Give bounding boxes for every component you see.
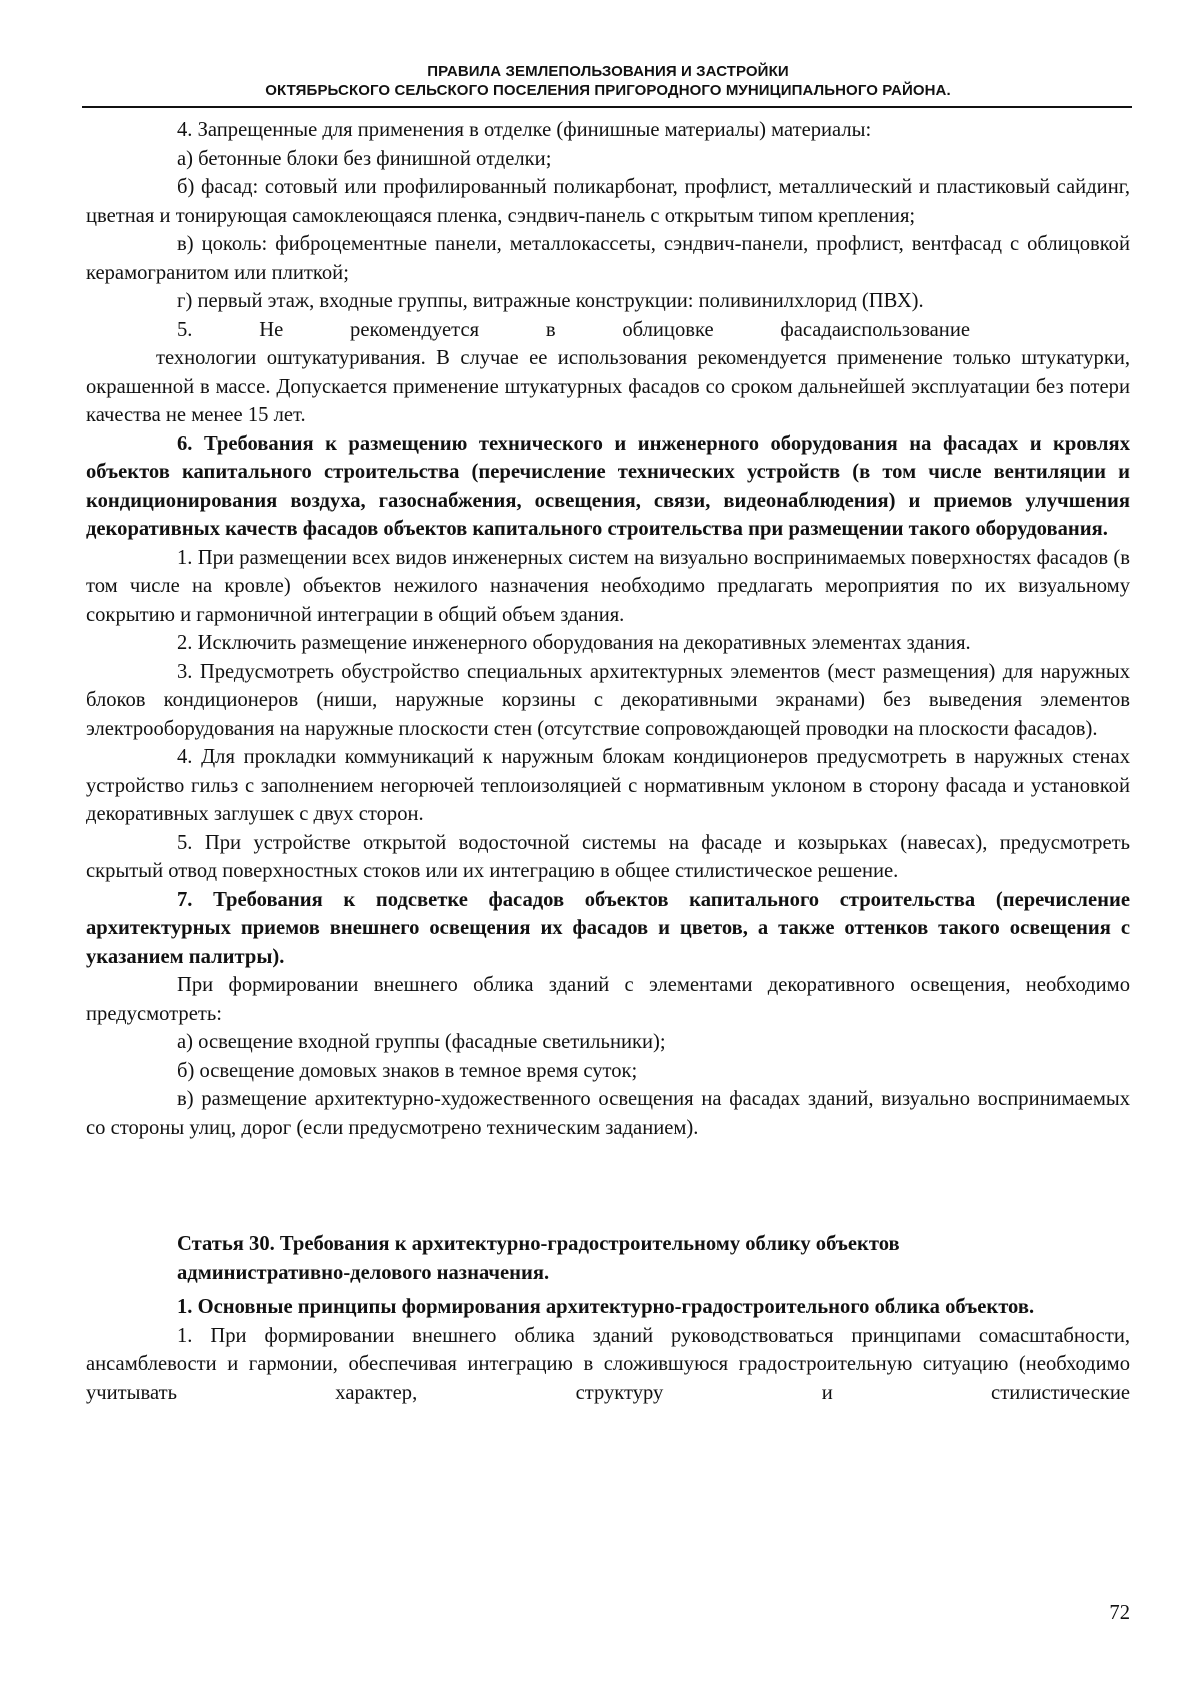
paragraph: б) освещение домовых знаков в темное время суток; bbox=[177, 1059, 638, 1082]
paragraph: При формировании внешнего облика зданий с элементами декоративного освещения, необходимо предусмотреть: bbox=[86, 974, 1130, 1025]
page-number: 72 bbox=[1109, 1602, 1130, 1624]
section-heading: 6. Требования к размещению технического и инженерного оборудования на фасадах и кровлях объектов капитального строительства (перечисление технических устройств (в том числе вентиляции и кондиционирования воздуха, газоснабжения, освещения, связи, видеонаблюдения) и приемов улучшения декоративных качеств фасадов объектов капитального строительства при размещении такого оборудования. bbox=[86, 432, 1130, 540]
paragraph: 2. Исключить размещение инженерного оборудования на декоративных элементах здания. bbox=[177, 632, 971, 654]
paragraph: 1. При формировании внешнего облика зданий руководствоваться принципами сомасштабности, ансамблевости и гармонии, обеспечивая интеграцию в сложившуюся градостроительную ситуацию (необходимо учитывать характер, структуру и стилистические bbox=[86, 1324, 1130, 1404]
document-body bbox=[86, 116, 1130, 1407]
paragraph: технологии оштукатуривания. В случае ее использования рекомендуется применение только штукатурки, окрашенной в массе. Допускается применение штукатурных фасадов со сроком дальнейшей эксплуатации без потери качества не менее 15 лет. bbox=[86, 347, 1130, 426]
paragraph: 3. Предусмотреть обустройство специальных архитектурных элементов (мест размещения) для наружных блоков кондиционеров (ниши, наружные корзины с декоративными экранами) без выведения элементов электрооборудования на наружные плоскости стен (отсутствие сопровождающей проводки на плоскости фасадов). bbox=[86, 660, 1130, 740]
header-divider bbox=[82, 106, 1132, 108]
running-header bbox=[82, 62, 1134, 106]
paragraph: в) размещение архитектурно-художественного освещения на фасадах зданий, визуально воспринимаемых со стороны улиц, дорог (если предусмотрено техническим заданием). bbox=[86, 1088, 1130, 1139]
article-title-line-1: Статья 30. Требования к архитектурно-градостроительному облику объектов bbox=[177, 1233, 900, 1255]
paragraph: а) освещение входной группы (фасадные светильники); bbox=[177, 1031, 666, 1053]
paragraph: 4. Запрещенные для применения в отделке (финишные материалы) материалы: bbox=[177, 119, 872, 141]
paragraph: 5. При устройстве открытой водосточной системы на фасаде и козырьках (навесах), предусмотреть скрытый отвод поверхностных стоков или их интеграцию в общее стилистическое решение. bbox=[86, 831, 1130, 882]
paragraph: б) фасад: сотовый или профилированный поликарбонат, профлист, металлический и пластиковый сайдинг, цветная и тонирующая самоклеющаяся пленка, сэндвич-панель с открытым типом крепления; bbox=[86, 176, 1130, 227]
article-title-line-2: административно-делового назначения. bbox=[177, 1261, 550, 1284]
paragraph: 1. При размещении всех видов инженерных систем на визуально воспринимаемых поверхностях фасадов (в том числе на кровле) объектов нежилого назначения необходимо предлагать мероприятия по их визуальному сокрытию и гармоничной интеграции в общий объем здания. bbox=[86, 546, 1130, 626]
spacer bbox=[86, 1142, 1130, 1230]
section-heading: 7. Требования к подсветке фасадов объектов капитального строительства (перечисление архитектурных приемов внешнего освещения их фасадов и цветов, а также оттенков такого освещения с указанием палитры). bbox=[86, 888, 1130, 968]
section-heading: 1. Основные принципы формирования архитектурно-градостроительного облика объектов. bbox=[177, 1296, 1035, 1318]
paragraph: в) цоколь: фиброцементные панели, металлокассеты, сэндвич-панели, профлист, вентфасад с облицовкой керамогранитом или плиткой; bbox=[86, 233, 1130, 284]
paragraph: а) бетонные блоки без финишной отделки; bbox=[177, 147, 552, 170]
paragraph: г) первый этаж, входные группы, витражные конструкции: поливинилхлорид (ПВХ). bbox=[177, 290, 924, 312]
paragraph: 5. Не рекомендуется в облицовке фасадаиспользование bbox=[177, 318, 970, 341]
paragraph: 4. Для прокладки коммуникаций к наружным блокам кондиционеров предусмотреть в наружных стенах устройство гильз с заполнением негорючей теплоизоляцией с нормативным уклоном в сторону фасада и установкой декоративных заглушек с двух сторон. bbox=[86, 746, 1130, 825]
header-line-2: ОКТЯБРЬСКОГО СЕЛЬСКОГО ПОСЕЛЕНИЯ ПРИГОРОДНОГО МУНИЦИПАЛЬНОГО РАЙОНА. bbox=[265, 82, 951, 99]
header-line-1: ПРАВИЛА ЗЕМЛЕПОЛЬЗОВАНИЯ И ЗАСТРОЙКИ bbox=[427, 63, 789, 80]
